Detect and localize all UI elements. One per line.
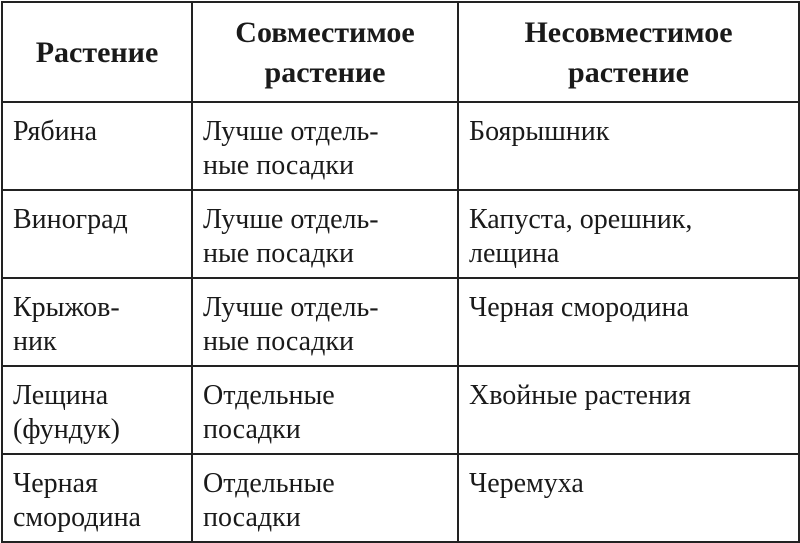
cell-incompatible bbox=[458, 454, 799, 542]
header-row bbox=[2, 2, 799, 102]
header-compatible-line-2: растение bbox=[264, 56, 386, 89]
cell-plant-line: Черная bbox=[13, 468, 98, 499]
cell-plant-line: ник bbox=[13, 326, 57, 357]
header-plant bbox=[2, 2, 192, 102]
cell-compatible bbox=[192, 454, 458, 542]
table-row bbox=[2, 454, 799, 542]
cell-plant-line: Виноград bbox=[13, 204, 128, 235]
cell-incompatible-line: Черемуха bbox=[469, 468, 584, 499]
cell-incompatible bbox=[458, 366, 799, 454]
cell-incompatible-line: Капуста, орешник, bbox=[469, 204, 693, 235]
header-incompatible bbox=[458, 2, 799, 102]
cell-plant-line: смородина bbox=[13, 502, 141, 533]
cell-incompatible-line: Хвойные растения bbox=[469, 380, 691, 411]
cell-plant bbox=[2, 454, 192, 542]
cell-incompatible-line: Боярышник bbox=[469, 116, 610, 147]
cell-compatible bbox=[192, 190, 458, 278]
cell-incompatible bbox=[458, 190, 799, 278]
cell-plant bbox=[2, 366, 192, 454]
table-row bbox=[2, 278, 799, 366]
cell-compatible-line: Лучше отдель- bbox=[203, 116, 379, 147]
cell-compatible-line: ные посадки bbox=[203, 238, 354, 269]
table-row bbox=[2, 190, 799, 278]
table-row bbox=[2, 366, 799, 454]
cell-incompatible bbox=[458, 278, 799, 366]
cell-plant-line: Крыжов- bbox=[13, 292, 120, 323]
cell-compatible-line: Лучше отдель- bbox=[203, 204, 379, 235]
cell-plant bbox=[2, 278, 192, 366]
header-compatible-line-1: Совместимое bbox=[235, 16, 415, 49]
cell-compatible-line: ные посадки bbox=[203, 150, 354, 181]
header-incompatible-line-1: Несовместимое bbox=[524, 16, 733, 49]
cell-compatible bbox=[192, 278, 458, 366]
cell-compatible-line: ные посадки bbox=[203, 326, 354, 357]
plant-compatibility-table bbox=[1, 1, 800, 543]
cell-incompatible-line: Черная смородина bbox=[469, 292, 689, 323]
cell-compatible-line: Отдельные bbox=[203, 380, 335, 411]
cell-compatible-line: посадки bbox=[203, 414, 301, 445]
header-plant-label: Растение bbox=[35, 36, 159, 69]
cell-plant bbox=[2, 102, 192, 190]
cell-compatible-line: Отдельные bbox=[203, 468, 335, 499]
table-row bbox=[2, 102, 799, 190]
header-compatible bbox=[192, 2, 458, 102]
cell-compatible-line: посадки bbox=[203, 502, 301, 533]
cell-plant bbox=[2, 190, 192, 278]
cell-plant-line: (фундук) bbox=[13, 414, 120, 445]
cell-compatible-line: Лучше отдель- bbox=[203, 292, 379, 323]
cell-plant-line: Рябина bbox=[13, 116, 98, 147]
cell-compatible bbox=[192, 102, 458, 190]
cell-incompatible bbox=[458, 102, 799, 190]
cell-plant-line: Лещина bbox=[13, 380, 109, 411]
header-incompatible-line-2: растение bbox=[568, 56, 689, 89]
cell-compatible bbox=[192, 366, 458, 454]
cell-incompatible-line: лещина bbox=[469, 238, 560, 269]
